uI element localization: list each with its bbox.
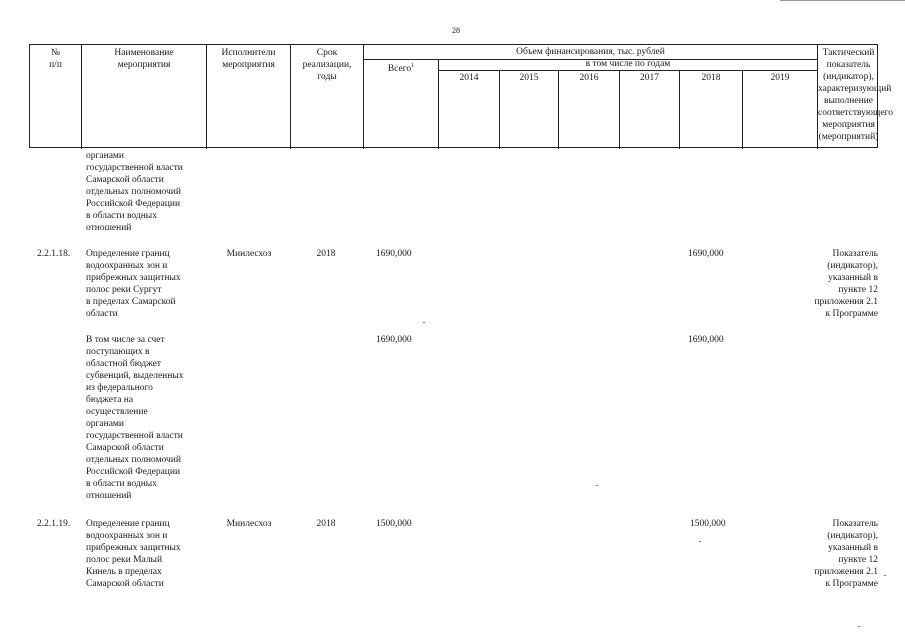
header-total — [364, 60, 438, 75]
header-year: 2019 — [770, 73, 790, 83]
continuation-text: органами государственной власти Самарской области отдельных полномочий Российской Федерации в области водных отношений — [86, 151, 183, 233]
row-term: 2018 — [316, 249, 336, 259]
row-number: 2.2.1.18. — [37, 249, 71, 259]
row-total: 1500,000 — [376, 519, 412, 529]
row-2018: 1500,000 — [690, 519, 726, 529]
row-indicator: Показатель (индикатор), указанный в пункте 12 приложения 2.1 к Программе — [814, 519, 878, 589]
header-year: 2014 — [459, 73, 479, 83]
scan-speck — [884, 575, 886, 576]
row-total: 1690,000 — [376, 335, 412, 345]
header-total-footnote: 1 — [411, 63, 415, 69]
scan-speck — [858, 626, 860, 627]
header-year: 2016 — [579, 73, 599, 83]
header-divider — [438, 70, 817, 71]
table-header — [29, 44, 893, 148]
header-year: 2015 — [519, 73, 539, 83]
header-executors: Исполнители мероприятия — [221, 48, 276, 70]
scan-speck — [423, 322, 425, 323]
header-financing: Объем финансирования, тыс. рублей — [516, 47, 665, 57]
row-name: Определение границ водоохранных зон и прибрежных защитных полос реки Сургут в пределах Самарской области — [86, 249, 181, 319]
header-year: 2017 — [640, 73, 659, 83]
header-year: 2018 — [701, 73, 721, 83]
header-by-years: в том числе по годам — [585, 59, 671, 69]
scan-speck — [596, 485, 598, 486]
row-total: 1690,000 — [376, 249, 412, 259]
row-number: 2.2.1.19. — [37, 519, 71, 529]
row-term: 2018 — [316, 519, 336, 529]
header-num: № п/п — [49, 48, 62, 70]
header-term: Срок реализации, годы — [302, 48, 352, 82]
row-2018: 1690,000 — [688, 335, 724, 345]
header-name: Наименование мероприятия — [114, 48, 174, 70]
row-executor: Минлесхоз — [226, 519, 272, 529]
row-name: Определение границ водоохранных зон и прибрежных защитных полос реки Малый Кинель в пределах Самарской области — [86, 519, 181, 589]
row-executor: Минлесхоз — [226, 249, 272, 259]
row-indicator: Показатель (индикатор), указанный в пункте 12 приложения 2.1 к Программе — [814, 249, 878, 319]
header-total-label: Всего — [387, 64, 412, 75]
page-number: 28 — [452, 26, 460, 35]
header-indicator: Тактический показатель (индикатор), характеризующий выполнение соответствующего мероприятия (мероприятий) — [818, 48, 893, 142]
page-corner-line — [780, 0, 905, 4]
scan-speck — [699, 541, 701, 542]
row-name: В том числе за счет поступающих в областной бюджет субвенций, выделенных из федерального бюджета на осуществление органами государственной власти Самарской области отдельных полномочий Российской Федерации в области водных отношений — [86, 335, 184, 501]
row-2018: 1690,000 — [688, 249, 724, 259]
